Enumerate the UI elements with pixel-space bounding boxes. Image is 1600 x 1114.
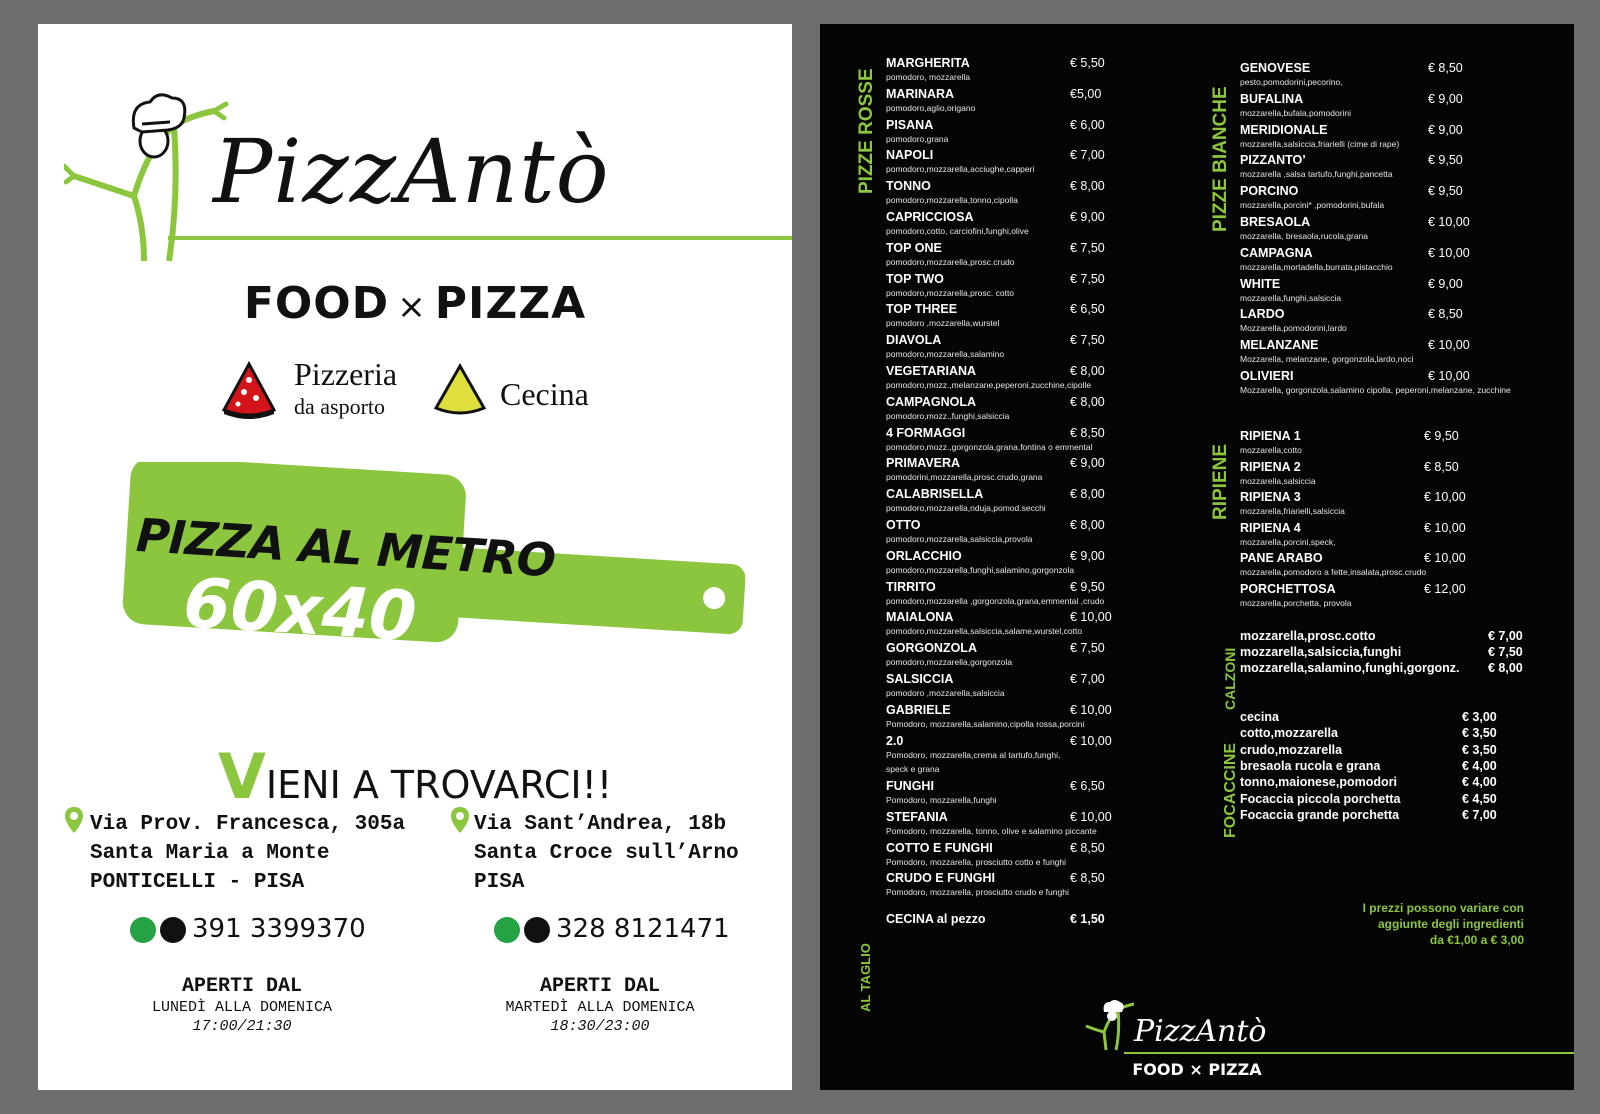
item-ingredients: pomodoro,mozzarella,prosc. cotto (886, 287, 1015, 298)
item-ingredients: pesto,pomodorini,pecorino, (1240, 77, 1343, 87)
item-ingredients: pomodoro,mozzarella,nduja,pomod.secchi (886, 503, 1046, 514)
item-price: € 7,00 (1488, 629, 1523, 643)
item-ingredients: mozzarella,pomodoro a fette,insalata,prosc.crudo (1240, 567, 1427, 578)
phone-number[interactable]: 328 8121471 (556, 914, 730, 944)
menu-item (1240, 710, 1497, 724)
item-price: € 8,00 (1070, 487, 1105, 502)
item-name: bresaola rucola e grana (1240, 758, 1381, 773)
menu-item (1240, 742, 1497, 757)
item-price: € 12,00 (1424, 582, 1466, 596)
item-name: GORGONZOLA (886, 641, 977, 656)
item-ingredients: Pomodoro, mozzarella, tonno, olive e salamino piccante (886, 825, 1097, 836)
item-name: PISANA (886, 117, 934, 132)
item-price: € 10,00 (1070, 610, 1112, 625)
item-ingredients: Pomodoro, mozzarella,crema al tartufo,funghi, (886, 749, 1061, 760)
menu-item (1240, 726, 1497, 741)
menu-page (820, 24, 1574, 1090)
menu-item (1240, 791, 1497, 806)
menu-item (1240, 807, 1497, 822)
tagline (38, 278, 792, 329)
item-price: € 10,00 (1428, 245, 1470, 260)
pizzeria-sublabel: da asporto (294, 394, 386, 419)
item-name: TIRRITO (886, 579, 936, 594)
item-price: € 9,00 (1428, 122, 1463, 137)
item-ingredients: pomodoro,mozzarella,salsiccia,salame,wurstel,cotto (886, 626, 1083, 637)
item-price: € 6,50 (1070, 302, 1105, 317)
chef-figure-logo (1082, 998, 1138, 1052)
phone-icon (160, 917, 186, 943)
opening-hours (112, 976, 372, 1036)
item-price: € 9,50 (1428, 184, 1463, 199)
item-price: € 8,00 (1070, 518, 1105, 532)
item-name: mozzarella,salamino,funghi,gorgonz. (1240, 661, 1460, 676)
item-name: TOP THREE (886, 302, 958, 317)
hours-title: APERTI DAL (181, 975, 303, 998)
item-name: SALSICCIA (886, 672, 954, 686)
item-name: VEGETARIANA (886, 364, 977, 378)
item-ingredients: mozzarella,bufala,pomodorini (1240, 107, 1352, 118)
item-name: CRUDO E FUNGHI (886, 871, 996, 886)
item-price: € 7,50 (1070, 641, 1105, 656)
cecina-slice-icon (434, 362, 486, 418)
item-ingredients: pomodoro,mozzarella,tonno,cipolla (886, 195, 1018, 206)
address-line: PONTICELLI - PISA (90, 871, 305, 894)
item-name: RIPIENA 3 (1240, 490, 1301, 505)
item-name: ORLACCHIO (886, 548, 962, 563)
item-name: LARDO (1240, 307, 1285, 322)
menu-item (1240, 758, 1497, 773)
fork-knife-icon: × (397, 287, 427, 327)
item-ingredients: pomodoro,mozzarella,gorgonzola (886, 657, 1013, 668)
item-price: € 9,00 (1070, 548, 1105, 563)
item-name: PORCINO (1240, 184, 1299, 199)
item-ingredients: pomodoro,grana (886, 133, 949, 144)
item-ingredients: pomodoro,mozzarella ,gorgonzola,grana,emmental ,crudo (886, 595, 1105, 606)
section-label-pizze-rosse: PIZZE ROSSE (856, 68, 877, 194)
item-name: cecina (1240, 710, 1279, 724)
item-price: € 8,00 (1070, 179, 1105, 194)
address-line: PISA (474, 871, 525, 894)
item-price: € 7,00 (1462, 807, 1497, 822)
hours-days: MARTEDÌ ALLA DOMENICA (505, 999, 695, 1016)
address-line: Santa Croce sull’Arno (474, 842, 739, 865)
item-name: CAMPAGNOLA (886, 394, 977, 409)
item-name: mozzarella,prosc.cotto (1240, 629, 1376, 643)
vieni-rest: IENI A TROVARCI!! (265, 763, 613, 807)
note-line: da €1,00 a € 3,00 (1429, 933, 1524, 947)
item-ingredients: pomodoro,mozz.,gorgonzola,grana,fontina o emmental (886, 441, 1093, 452)
item-price: € 7,50 (1070, 240, 1105, 255)
item-name: crudo,mozzarella (1240, 742, 1343, 757)
whatsapp-icon (130, 917, 156, 943)
item-name: Focaccia piccola porchetta (1240, 791, 1401, 806)
item-ingredients: mozzarella,friarielli,salsiccia (1240, 506, 1345, 517)
pizzeria-label: Pizzeria (294, 356, 398, 392)
item-name: CAMPAGNA (1240, 245, 1313, 260)
menu-item (1240, 661, 1523, 676)
item-name: DIAVOLA (886, 333, 942, 348)
whatsapp-icon (494, 917, 520, 943)
item-price: € 4,00 (1462, 758, 1497, 773)
item-name: WHITE (1240, 276, 1281, 291)
item-price: € 6,50 (1070, 778, 1105, 793)
item-name: cotto,mozzarella (1240, 726, 1338, 741)
item-price: € 10,00 (1428, 215, 1470, 229)
item-ingredients: pomodorini,mozzarella,prosc.crudo,grana (886, 472, 1043, 483)
item-name: COTTO E FUNGHI (886, 840, 993, 855)
item-price: € 9,00 (1070, 210, 1105, 224)
item-name: 4 FORMAGGI (886, 425, 966, 440)
item-name: MERIDIONALE (1240, 122, 1328, 137)
hours-time: 18:30/23:00 (550, 1018, 650, 1035)
address-line: Santa Maria a Monte (90, 842, 330, 865)
item-price: € 10,00 (1070, 702, 1112, 717)
item-name: CECINA al pezzo (886, 912, 986, 926)
item-price: € 5,50 (1070, 56, 1105, 70)
item-ingredients: pomodoro,cotto, carciofini,funghi,olive (886, 226, 1029, 236)
item-name: MARGHERITA (886, 56, 970, 70)
item-ingredients: mozzarella,salsiccia (1240, 475, 1316, 486)
item-price: € 10,00 (1424, 520, 1466, 535)
item-price: € 9,50 (1428, 153, 1463, 168)
item-ingredients: Pomodoro, mozzarella,funghi (886, 794, 997, 805)
menu-item (1240, 645, 1523, 660)
item-name: OLIVIERI (1240, 369, 1294, 383)
item-name: NAPOLI (886, 148, 934, 163)
hours-title: APERTI DAL (539, 975, 661, 998)
item-price: € 8,50 (1428, 61, 1463, 75)
menu-item (1240, 629, 1523, 643)
item-name: OTTO (886, 518, 921, 532)
item-price: € 10,00 (1424, 490, 1466, 505)
item-price: € 10,00 (1424, 551, 1466, 566)
tagline-food: FOOD (243, 278, 390, 329)
item-name: PORCHETTOSA (1240, 582, 1336, 596)
address-line: Via Prov. Francesca, 305a (90, 813, 406, 836)
phone-number[interactable]: 391 3399370 (192, 914, 366, 944)
item-ingredients: mozzarella,cotto (1240, 445, 1302, 455)
flyer-front (38, 24, 792, 1090)
item-name: Focaccia grande porchetta (1240, 807, 1400, 822)
opening-hours (470, 976, 730, 1036)
item-price: € 10,00 (1428, 369, 1470, 383)
item-ingredients: pomodoro ,mozzarella,salsiccia (886, 688, 1005, 698)
item-price: € 3,50 (1462, 726, 1497, 741)
phone-icon (524, 917, 550, 943)
item-name: STEFANIA (886, 809, 948, 824)
item-name: MARINARA (886, 86, 955, 101)
footer-brand: PizzAntò (1134, 1014, 1267, 1049)
item-price: € 10,00 (1428, 338, 1470, 353)
item-ingredients: Mozzarella, melanzane, gorgonzola,lardo,noci (1240, 354, 1414, 365)
address-santa-croce (474, 810, 739, 897)
item-name: tonno,maionese,pomodori (1240, 775, 1397, 790)
location-pin-icon (450, 806, 470, 834)
address-ponticelli (90, 810, 405, 897)
item-price: € 3,00 (1462, 710, 1497, 724)
item-name: GABRIELE (886, 702, 951, 717)
item-ingredients: pomodoro ,mozzarella,wurstel (886, 318, 1000, 329)
item-name: TOP TWO (886, 271, 944, 286)
brand-name: PizzAntò (213, 120, 610, 223)
item-name: PIZZANTO’ (1240, 153, 1306, 168)
item-ingredients: Mozzarella, gorgonzola,salamino cipolla, peperoni,melanzane, zucchine (1240, 385, 1511, 395)
item-name: TOP ONE (886, 240, 942, 255)
section-label-ripiene: RIPIENE (1210, 443, 1231, 520)
menu-item (886, 912, 1105, 926)
item-price: € 4,50 (1462, 791, 1497, 806)
item-name: MELANZANE (1240, 338, 1319, 353)
pizza-slice-icon (222, 360, 276, 420)
item-price: € 9,00 (1070, 456, 1105, 471)
section-label-pizze-bianche: PIZZE BIANCHE (1210, 86, 1231, 232)
item-name: RIPIENA 1 (1240, 429, 1301, 443)
item-ingredients: pomodoro,mozz.,melanzane,peperoni,zucchine,cipolle (886, 380, 1092, 390)
item-ingredients: pomodoro,mozzarella,salamino (886, 349, 1005, 360)
item-price: € 8,50 (1070, 425, 1105, 440)
item-price: € 7,50 (1070, 271, 1105, 286)
item-price: € 6,00 (1070, 117, 1105, 132)
hours-time: 17:00/21:30 (192, 1018, 292, 1035)
item-ingredients: pomodoro,mozzarella,acciughe,capperi (886, 164, 1035, 175)
tagline-pizza: PIZZA (434, 278, 587, 329)
item-price: € 8,50 (1424, 459, 1459, 474)
price-note (1250, 900, 1524, 948)
item-name: BRESAOLA (1240, 215, 1311, 229)
item-price: € 8,00 (1070, 364, 1105, 378)
item-ingredients: mozzarella,porcini,speck, (1240, 536, 1336, 547)
item-name: PRIMAVERA (886, 456, 961, 471)
item-name: MAIALONA (886, 610, 954, 625)
item-ingredients: mozzarella,salsiccia,friarielli (cime di rape) (1240, 138, 1400, 149)
item-name: 2.0 (886, 733, 904, 748)
item-price: € 7,50 (1488, 645, 1523, 660)
item-ingredients: mozzarella,porchetta, provola (1240, 598, 1352, 608)
vieni-a-trovarci-heading (38, 740, 792, 813)
item-ingredients: Mozzarella,pomodorini,lardo (1240, 323, 1347, 334)
item-name: TONNO (886, 179, 931, 194)
item-ingredients: pomodoro,mozzarella,salsiccia,provola (886, 534, 1033, 544)
item-name: mozzarella,salsiccia,funghi (1240, 645, 1402, 660)
item-ingredients: mozzarella,mortadella,burrata,pistacchio (1240, 261, 1393, 272)
vieni-initial: V (217, 740, 266, 813)
item-ingredients: Pomodoro, mozzarella, prosciutto crudo e funghi (886, 887, 1069, 898)
section-label-calzoni: CALZONI (1222, 647, 1238, 710)
item-ingredients: pomodoro,mozz.,funghi,salsiccia (886, 410, 1010, 421)
item-name: PANE ARABO (1240, 551, 1323, 566)
item-ingredients: mozzarella,funghi,salsiccia (1240, 292, 1342, 303)
item-name: RIPIENA 2 (1240, 459, 1301, 474)
item-price: € 8,00 (1488, 661, 1523, 676)
item-ingredients: pomodoro, mozzarella (886, 72, 971, 82)
item-price: € 9,50 (1424, 429, 1459, 443)
footer-underline (1124, 1052, 1574, 1054)
item-price: € 8,50 (1070, 840, 1105, 855)
item-price: € 3,50 (1462, 742, 1497, 757)
item-ingredients: speck e grana (886, 763, 940, 774)
item-price: € 4,00 (1462, 775, 1497, 790)
item-name: GENOVESE (1240, 61, 1311, 75)
hours-days: LUNEDÌ ALLA DOMENICA (151, 999, 333, 1016)
pizza-al-metro-title: PIZZA AL METRO (134, 508, 557, 588)
cecina-label: Cecina (500, 376, 589, 412)
section-label-al-taglio: AL TAGLIO (858, 943, 873, 1012)
item-ingredients: Pomodoro, mozzarella, prosciutto cotto e funghi (886, 856, 1067, 867)
item-ingredients: pomodoro,aglio,origano (886, 102, 976, 113)
item-ingredients: mozzarella ,salsa tartufo,funghi,pancetta (1240, 169, 1393, 180)
item-price: € 9,00 (1428, 276, 1463, 291)
item-price: € 1,50 (1070, 912, 1105, 926)
item-name: CAPRICCIOSA (886, 210, 974, 224)
item-name: RIPIENA 4 (1240, 520, 1301, 535)
item-price: € 8,50 (1428, 307, 1463, 322)
menu-item (1240, 775, 1497, 790)
item-ingredients: pomodoro,mozzarella,prosc.crudo (886, 256, 1015, 267)
item-ingredients: mozzarella,porcini* ,pomodorini,bufala (1240, 200, 1385, 211)
item-name: CALABRISELLA (886, 487, 984, 502)
item-price: € 8,00 (1070, 394, 1105, 409)
brand-underline (168, 236, 792, 240)
item-name: FUNGHI (886, 778, 934, 793)
item-ingredients: mozzarella, bresaola,rucola,grana (1240, 231, 1369, 241)
section-label-focaccine: FOCACCINE (1222, 742, 1239, 838)
footer-tagline: FOOD × PIZZA (1132, 1060, 1262, 1079)
item-price: € 10,00 (1070, 733, 1112, 748)
item-price: €5,00 (1070, 86, 1102, 101)
item-price: € 7,00 (1070, 672, 1105, 686)
pizza-al-metro-size: 60x40 (181, 564, 419, 658)
item-price: € 7,50 (1070, 333, 1105, 348)
item-price: € 9,50 (1070, 579, 1105, 594)
item-ingredients: pomodoro,mozzarella,funghi,salamino,gorgonzola (886, 564, 1075, 575)
note-line: I prezzi possono variare con (1362, 901, 1524, 915)
item-price: € 9,00 (1428, 91, 1463, 106)
item-price: € 7,00 (1070, 148, 1105, 163)
item-price: € 8,50 (1070, 871, 1105, 886)
item-price: € 10,00 (1070, 809, 1112, 824)
note-line: aggiunte degli ingredienti (1377, 917, 1524, 931)
address-line: Via Sant’Andrea, 18b (474, 813, 727, 836)
location-pin-icon (64, 806, 84, 834)
item-ingredients: Pomodoro, mozzarella,salamino,cipolla rossa,porcini (886, 718, 1085, 729)
item-name: BUFALINA (1240, 91, 1304, 106)
